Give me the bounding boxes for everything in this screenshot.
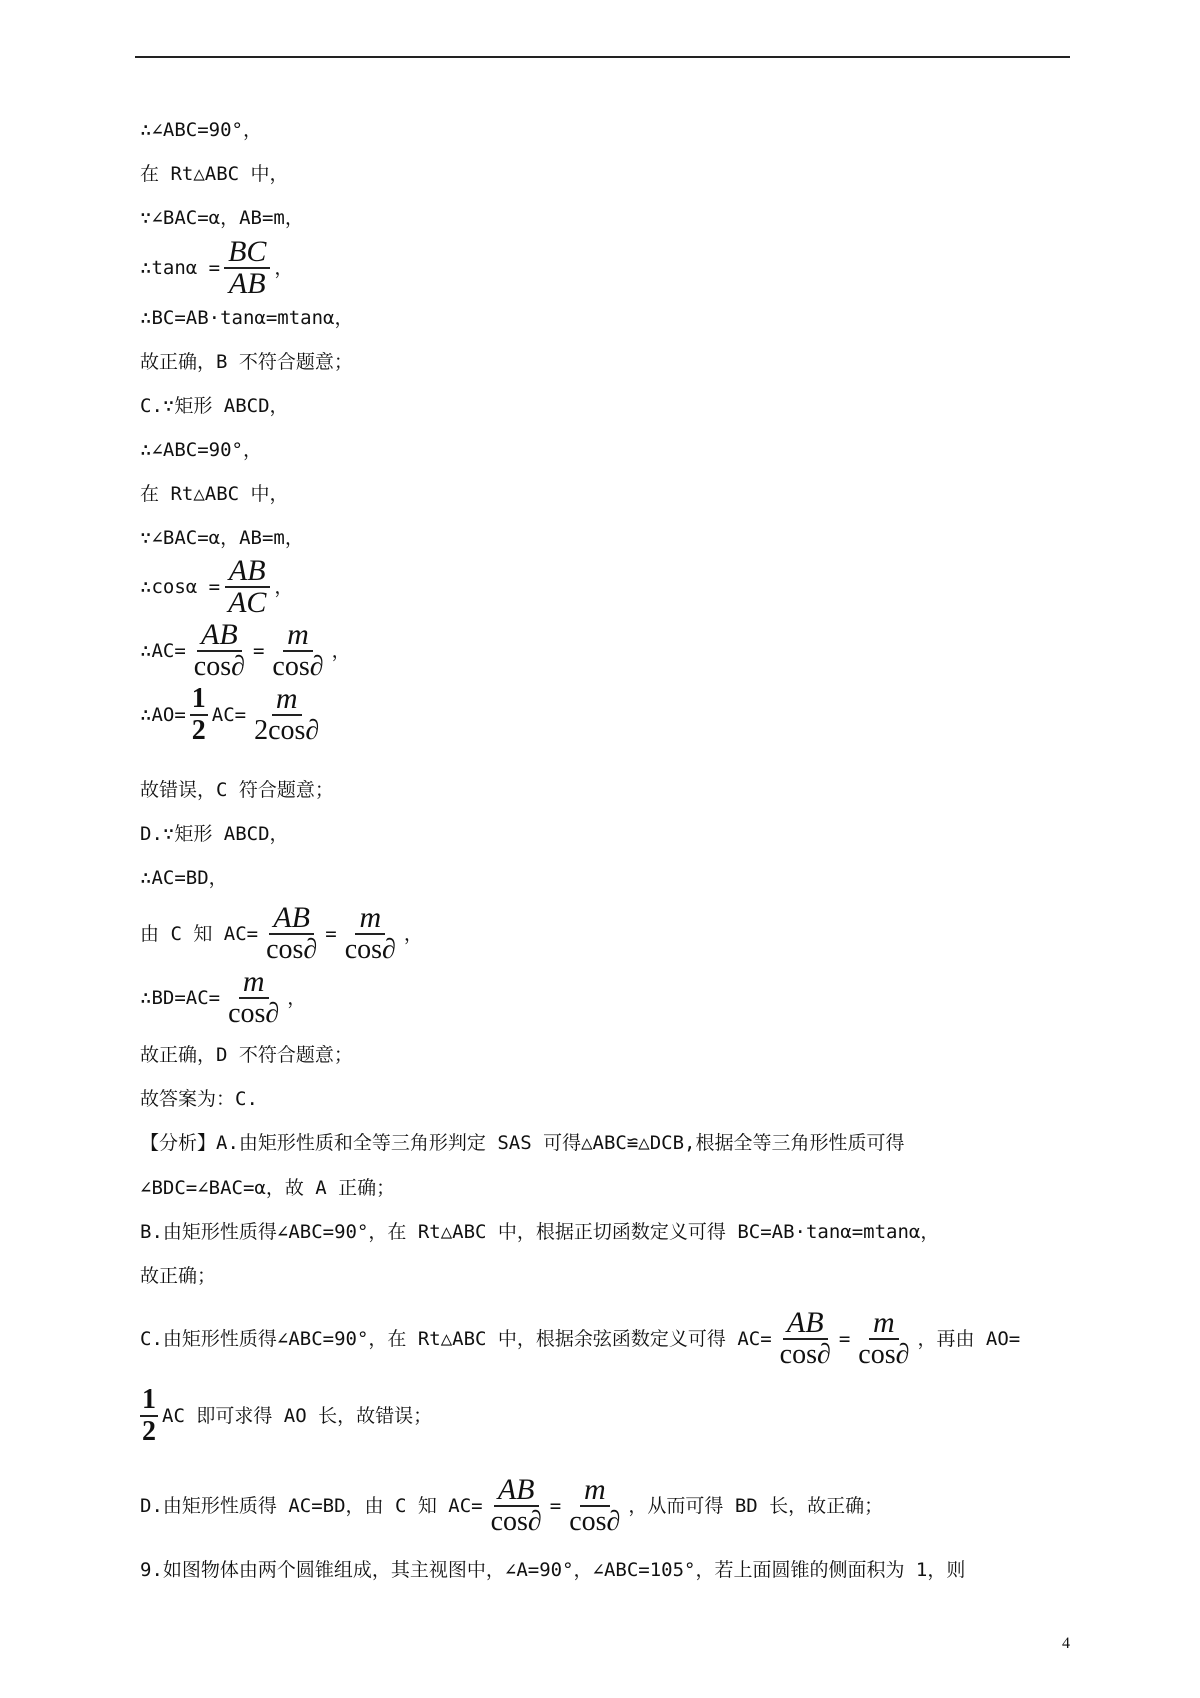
text: 故正确，D 不符合题意；	[140, 1044, 353, 1066]
denominator: AC	[228, 586, 267, 619]
fraction	[487, 1475, 546, 1537]
text: C.∵矩形 ABCD，	[140, 395, 289, 417]
text: C.由矩形性质得∠ABC=90°，在 Rt△ABC 中，根据余弦函数定义可得 AC=	[140, 1328, 772, 1350]
formula-line	[140, 620, 351, 682]
text: 9.如图物体由两个圆锥组成，其主视图中，∠A=90°，∠ABC=105°，若上面圆锥的侧面积为 1，则	[140, 1559, 966, 1581]
numerator: m	[869, 1308, 899, 1340]
text: ∵∠BAC=α，AB=m，	[140, 207, 304, 229]
text-line	[140, 1558, 965, 1582]
formula-line	[140, 1385, 432, 1447]
header-rule	[135, 56, 1070, 58]
text-line	[140, 206, 304, 230]
fraction	[224, 556, 270, 618]
denominator: 2cos∂	[254, 715, 320, 746]
text-line	[140, 1264, 216, 1288]
text-line	[140, 866, 228, 890]
text: ∴BC=AB·tanα=mtanα，	[140, 307, 354, 329]
fraction	[250, 684, 323, 746]
text-line	[140, 118, 262, 142]
text: 由 C 知 AC=	[140, 923, 259, 945]
denominator: cos∂	[490, 1506, 542, 1537]
text: 故正确，B 不符合题意；	[140, 351, 353, 373]
fraction	[341, 903, 400, 965]
text: 【分析】A.由矩形性质和全等三角形判定 SAS 可得△ABC≌△DCB,根据全等三角形性质可得	[140, 1132, 905, 1154]
text: ，	[274, 576, 294, 598]
denominator: 2	[142, 1416, 156, 1447]
denominator: cos∂	[344, 934, 396, 965]
text: ∵∠BAC=α，AB=m，	[140, 527, 304, 549]
text: ∴∠ABC=90°，	[140, 439, 262, 461]
numerator: 1	[191, 683, 206, 714]
formula-line	[140, 556, 293, 618]
text-line	[140, 482, 289, 506]
text-line	[140, 822, 289, 846]
denominator: 2	[191, 715, 206, 746]
fraction	[262, 903, 321, 965]
fraction-half	[190, 684, 208, 746]
fraction	[224, 237, 270, 299]
text-line	[140, 1043, 353, 1067]
denominator: cos∂	[779, 1339, 831, 1370]
text: 故答案为：C.	[140, 1088, 258, 1110]
text: 在 Rt△ABC 中，	[140, 163, 289, 185]
formula-line	[140, 967, 306, 1029]
text-line	[140, 1220, 939, 1244]
text: ，	[331, 640, 351, 662]
fraction	[776, 1308, 835, 1370]
numerator: m	[239, 967, 269, 999]
text: AC 即可求得 AO 长，故错误；	[162, 1405, 433, 1427]
text: ∴AO=	[140, 704, 186, 726]
text: D.由矩形性质得 AC=BD，由 C 知 AC=	[140, 1495, 483, 1517]
text-line	[140, 526, 304, 550]
text: ∴tanα =	[140, 257, 221, 279]
text: =	[325, 923, 337, 945]
text: 故正确；	[140, 1265, 217, 1287]
numerator: m	[283, 620, 313, 652]
page-number: 4	[1062, 1635, 1070, 1652]
text: ∴∠ABC=90°，	[140, 119, 262, 141]
text-line	[140, 1176, 395, 1200]
fraction	[268, 620, 327, 682]
text-line	[140, 438, 262, 462]
denominator: cos∂	[858, 1339, 910, 1370]
text-line	[140, 1087, 258, 1111]
text: =	[549, 1495, 562, 1517]
formula-line	[140, 684, 327, 746]
numerator: BC	[224, 237, 270, 269]
denominator: cos∂	[272, 651, 324, 682]
numerator: AB	[197, 620, 242, 652]
formula-line	[140, 1475, 883, 1537]
denominator: cos∂	[266, 934, 318, 965]
numerator: m	[355, 903, 385, 935]
denominator: cos∂	[193, 651, 245, 682]
text: 故错误，C 符合题意；	[140, 779, 334, 801]
text: ，从而可得 BD 长，故正确；	[628, 1495, 884, 1517]
formula-line	[140, 1308, 1020, 1370]
text-line	[140, 778, 334, 802]
numerator: AB	[269, 903, 314, 935]
text: =	[838, 1328, 851, 1350]
numerator: AB	[225, 556, 270, 588]
numerator: m	[580, 1475, 610, 1507]
text: D.∵矩形 ABCD，	[140, 823, 289, 845]
numerator: AB	[783, 1308, 828, 1340]
fraction	[854, 1308, 913, 1370]
denominator: cos∂	[569, 1506, 621, 1537]
formula-line	[140, 903, 423, 965]
denominator: cos∂	[228, 998, 280, 1029]
fraction-half	[140, 1385, 158, 1447]
text: ，	[287, 987, 307, 1009]
text: ∴AC=	[140, 640, 186, 662]
text: ∴BD=AC=	[140, 987, 221, 1009]
fraction	[565, 1475, 624, 1537]
text: AC=	[211, 704, 247, 726]
text: ∴cosα =	[140, 576, 221, 598]
text: 在 Rt△ABC 中，	[140, 483, 289, 505]
text: ，	[403, 923, 423, 945]
formula-line	[140, 237, 293, 299]
text: ，	[274, 257, 294, 279]
text: ，再由 AO=	[917, 1328, 1021, 1350]
text: B.由矩形性质得∠ABC=90°，在 Rt△ABC 中，根据正切函数定义可得 BC=AB·tanα=mtanα，	[140, 1221, 940, 1243]
text-line	[140, 306, 353, 330]
text: ∠BDC=∠BAC=α，故 A 正确；	[140, 1177, 396, 1199]
text: ∴AC=BD，	[140, 867, 228, 889]
numerator: 1	[142, 1384, 156, 1415]
numerator: AB	[494, 1475, 539, 1507]
denominator: AB	[228, 267, 266, 300]
text-line	[140, 350, 353, 374]
text-line	[140, 394, 289, 418]
text: =	[252, 640, 265, 662]
fraction	[190, 620, 249, 682]
numerator: m	[272, 684, 302, 716]
text-line	[140, 1131, 904, 1155]
fraction	[224, 967, 283, 1029]
text-line	[140, 162, 289, 186]
